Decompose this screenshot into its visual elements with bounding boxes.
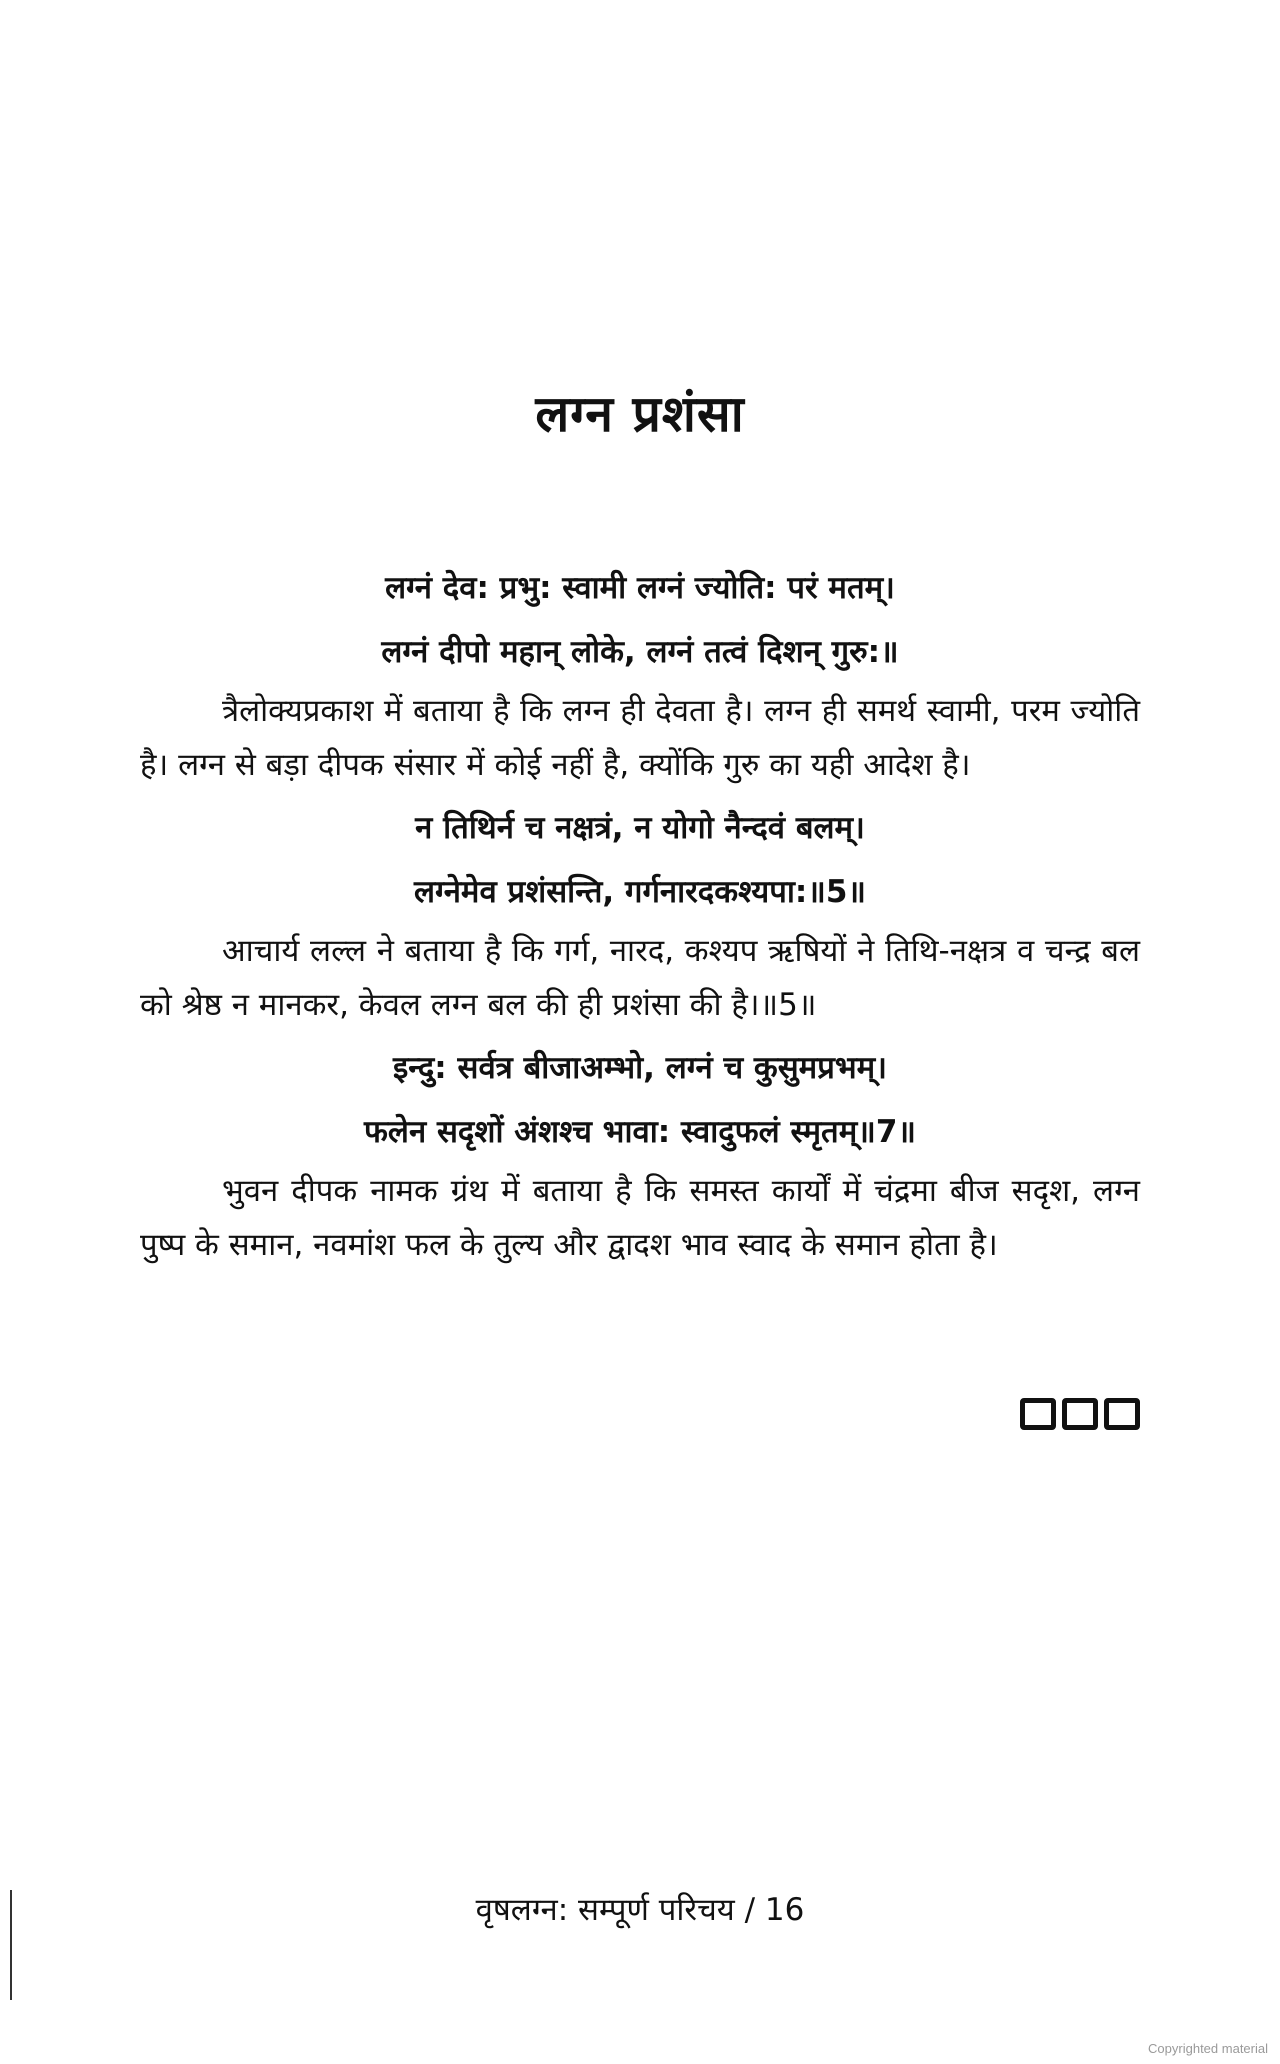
- verse-1: [140, 556, 1140, 684]
- verse-line: फलेन सदृशों अंशश्च भावा: स्वादुफलं स्मृतम्॥7॥: [364, 1114, 916, 1150]
- verse-line: लग्नेमेव प्रशंसन्ति, गर्गनारदकश्यपा:॥5॥: [414, 874, 866, 910]
- verse-3: [140, 1036, 1140, 1164]
- explanation-paragraph-3: भुवन दीपक नामक ग्रंथ में बताया है कि समस्त कार्यों में चंद्रमा बीज सदृश, लग्न पुष्प के समान, नवमांश फल के तुल्य और द्वादश भाव स्वाद के समान होता है।: [140, 1173, 1140, 1263]
- verse-line: लग्नं देव: प्रभु: स्वामी लग्नं ज्योति: परं मतम्।: [385, 570, 895, 606]
- end-box-icon: [1104, 1398, 1140, 1430]
- page-footer: वृषलग्न: सम्पूर्ण परिचय / 16: [475, 1892, 805, 1928]
- copyright-watermark: Copyrighted material: [1148, 2041, 1268, 2056]
- end-box-icon: [1020, 1398, 1056, 1430]
- page-title: लग्न प्रशंसा: [535, 385, 745, 443]
- verse-line: इन्दु: सर्वत्र बीजाअम्भो, लग्नं च कुसुमप्रभम्।: [393, 1050, 887, 1086]
- page-content: [140, 556, 1140, 1276]
- verse-2: [140, 796, 1140, 924]
- explanation-paragraph-1: त्रैलोक्यप्रकाश में बताया है कि लग्न ही देवता है। लग्न ही समर्थ स्वामी, परम ज्योति है। लग्न से बड़ा दीपक संसार में कोई नहीं है, क्योंकि गुरु का यही आदेश है।: [140, 693, 1140, 783]
- scan-edge-line: [10, 1890, 12, 2000]
- explanation-paragraph-2: आचार्य लल्ल ने बताया है कि गर्ग, नारद, कश्यप ऋषियों ने तिथि-नक्षत्र व चन्द्र बल को श्रेष्ठ न मानकर, केवल लग्न बल की ही प्रशंसा की है।॥5॥: [140, 933, 1140, 1023]
- end-box-icon: [1062, 1398, 1098, 1430]
- verse-line: न तिथिर्न च नक्षत्रं, न योगो नैन्दवं बलम्।: [415, 810, 865, 846]
- section-end-mark: [1020, 1398, 1140, 1430]
- verse-line: लग्नं दीपो महान् लोके, लग्नं तत्वं दिशन् गुरु:॥: [381, 634, 899, 670]
